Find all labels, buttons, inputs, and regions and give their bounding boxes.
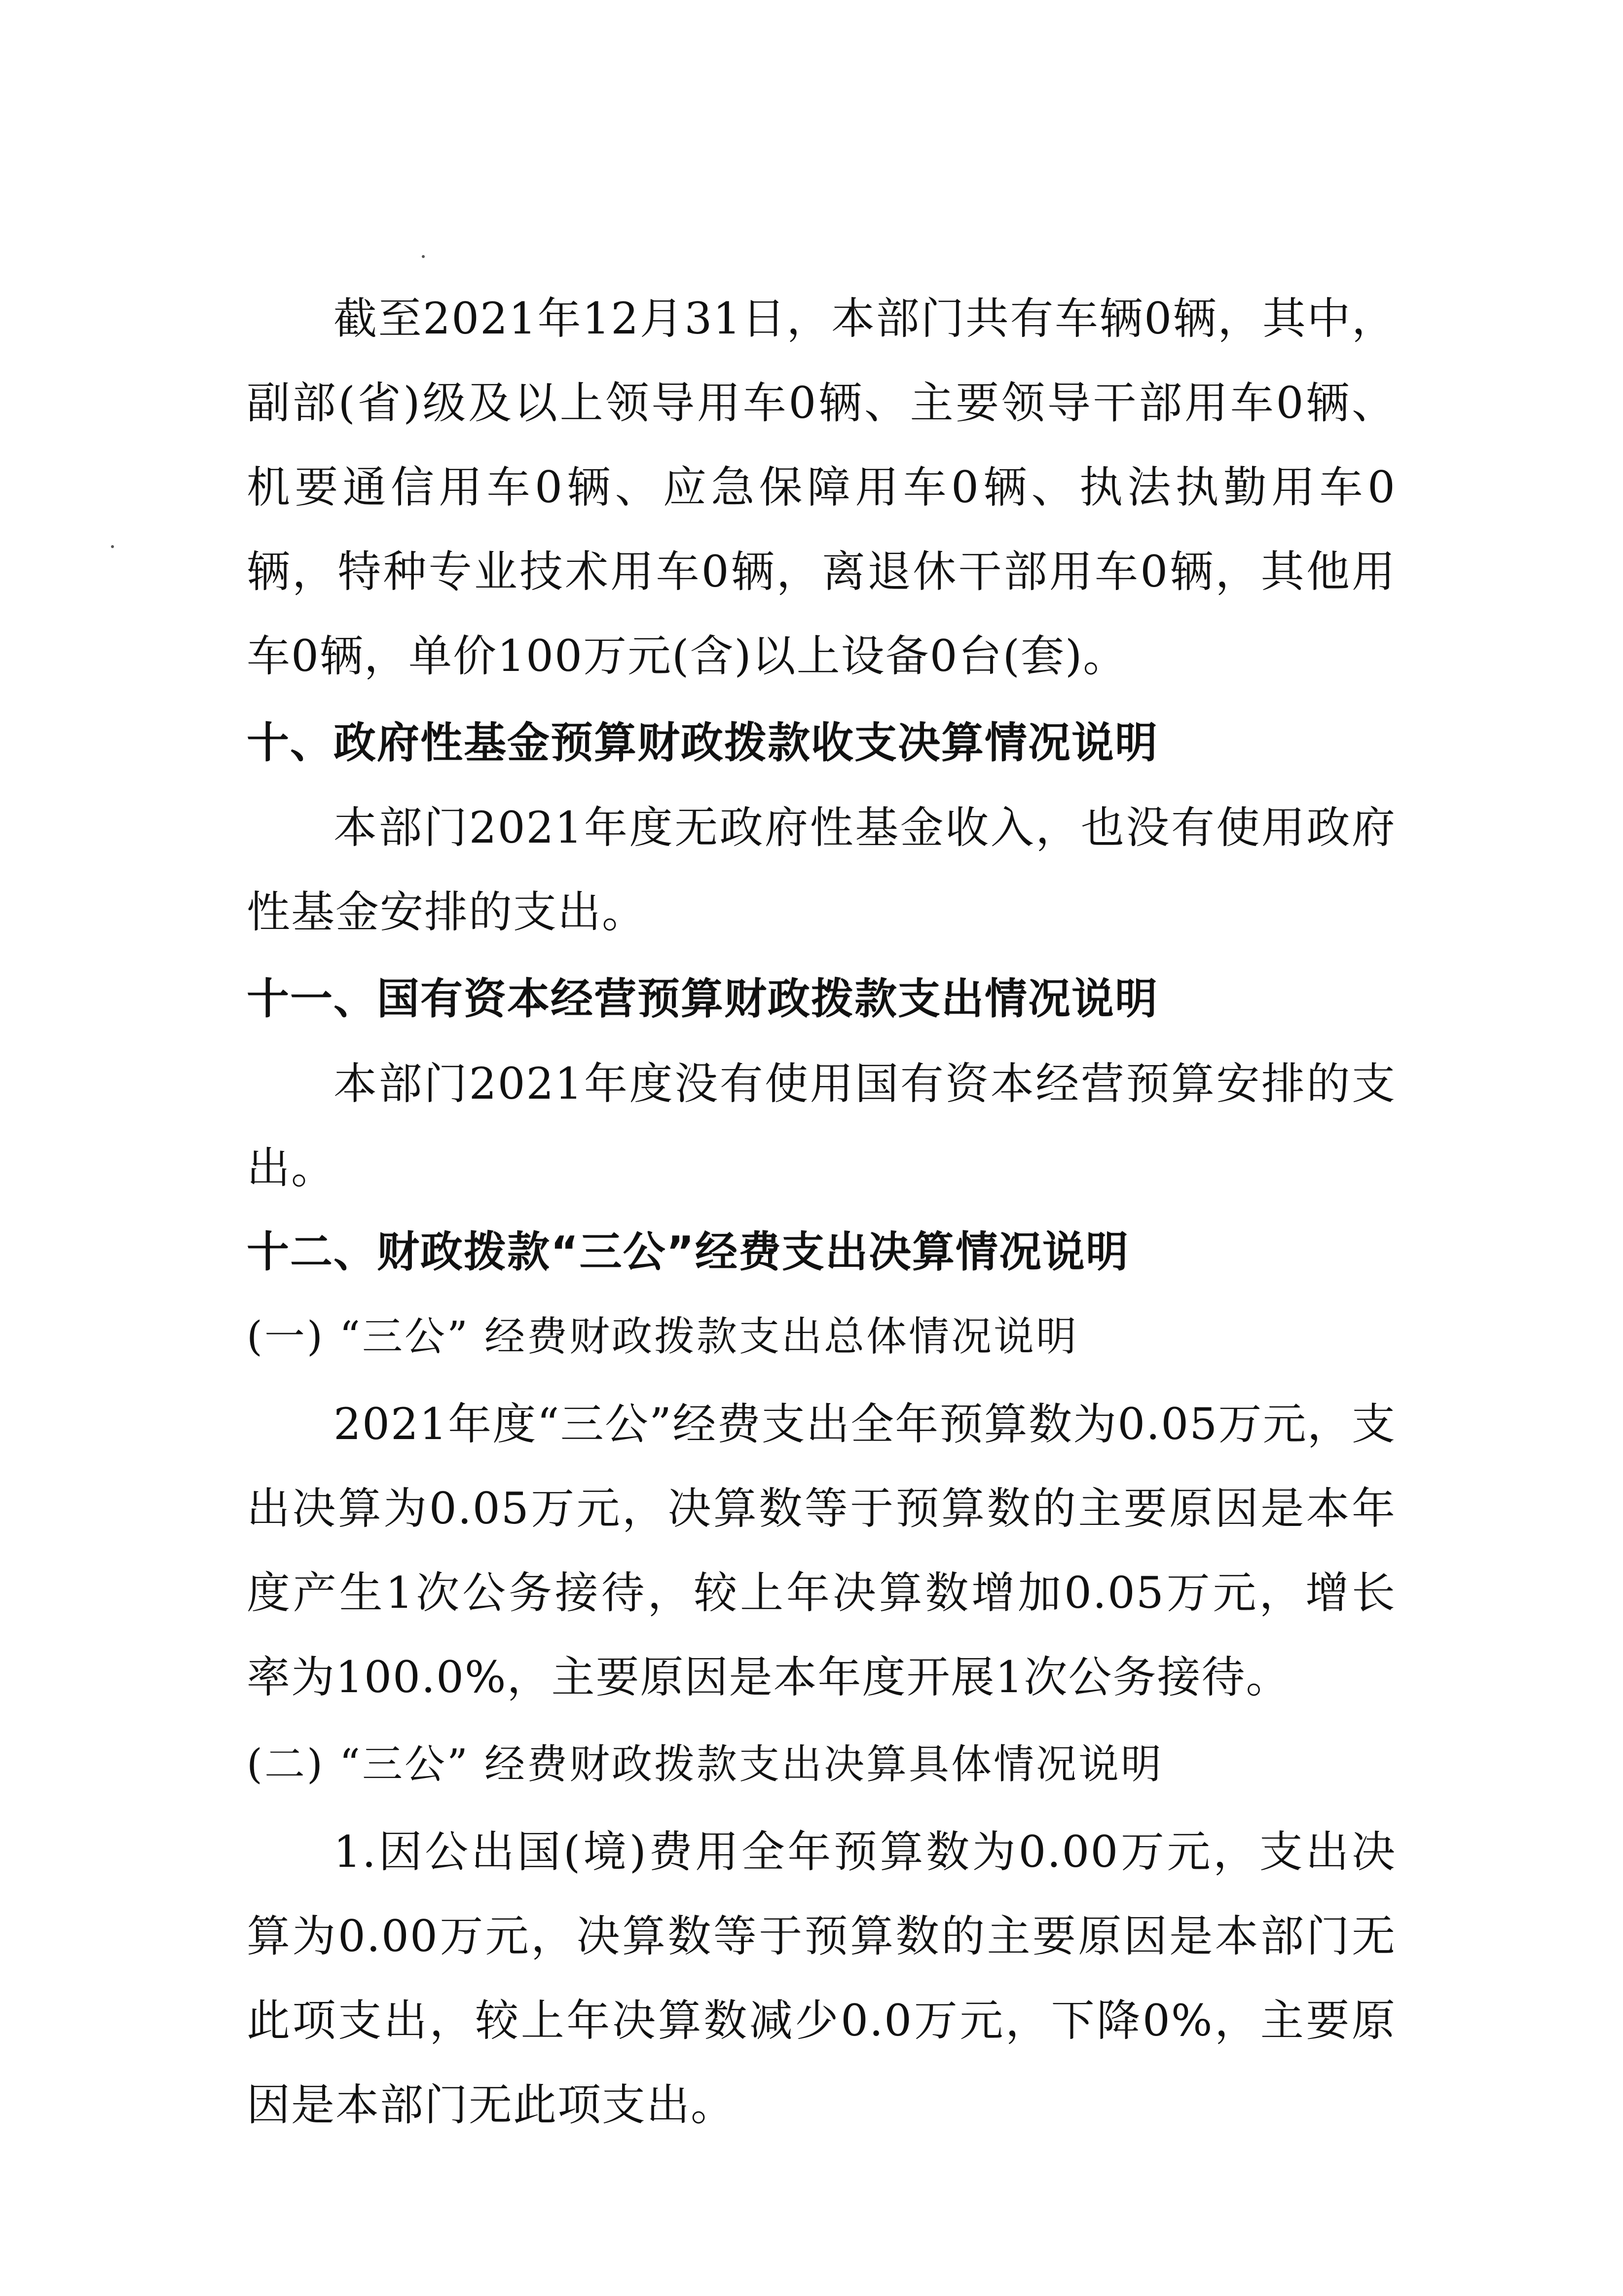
- paragraph-state-capital: 本部门2021年度没有使用国有资本经营预算安排的支出。: [247, 1058, 1396, 1193]
- scan-speck: [422, 255, 425, 258]
- document-body: [247, 276, 1396, 2147]
- paragraph-government-fund: 本部门2021年度无政府性基金收入，也没有使用政府性基金安排的支出。: [247, 802, 1396, 937]
- heading-section-10: 十、政府性基金预算财政拨款收支决算情况说明: [247, 718, 1158, 768]
- subheading-overall: (一) “三公” 经费财政拨款支出总体情况说明: [247, 1313, 1078, 1360]
- paragraph-vehicles: 截至2021年12月31日，本部门共有车辆0辆，其中，副部(省)级及以上领导用车0辆、主要领导干部用车0辆、机要通信用车0辆、应急保障用车0辆、执法执勤用车0辆，特种专业技术用车0辆，离退休干部用车0辆，其他用车0辆，单价100万元(含)以上设备0台(套)。: [247, 293, 1396, 681]
- subheading-specific: (二) “三公” 经费财政拨款支出决算具体情况说明: [247, 1741, 1163, 1788]
- scan-speck: [111, 545, 114, 548]
- paragraph-overseas-travel: 1.因公出国(境)费用全年预算数为0.00万元，支出决算为0.00万元，决算数等于预算数的主要原因是本部门无此项支出，较上年决算数减少0.0万元，下降0%，主要原因是本部门无此项支出。: [247, 1826, 1396, 2130]
- paragraph-three-public-overall: 2021年度“三公”经费支出全年预算数为0.05万元，支出决算为0.05万元，决算数等于预算数的主要原因是本年度产生1次公务接待，较上年决算数增加0.05万元，增长率为100.0%，主要原因是本年度开展1次公务接待。: [247, 1399, 1396, 1703]
- heading-section-12: 十二、财政拨款“三公”经费支出决算情况说明: [247, 1227, 1130, 1277]
- heading-section-11: 十一、国有资本经营预算财政拨款支出情况说明: [247, 974, 1158, 1024]
